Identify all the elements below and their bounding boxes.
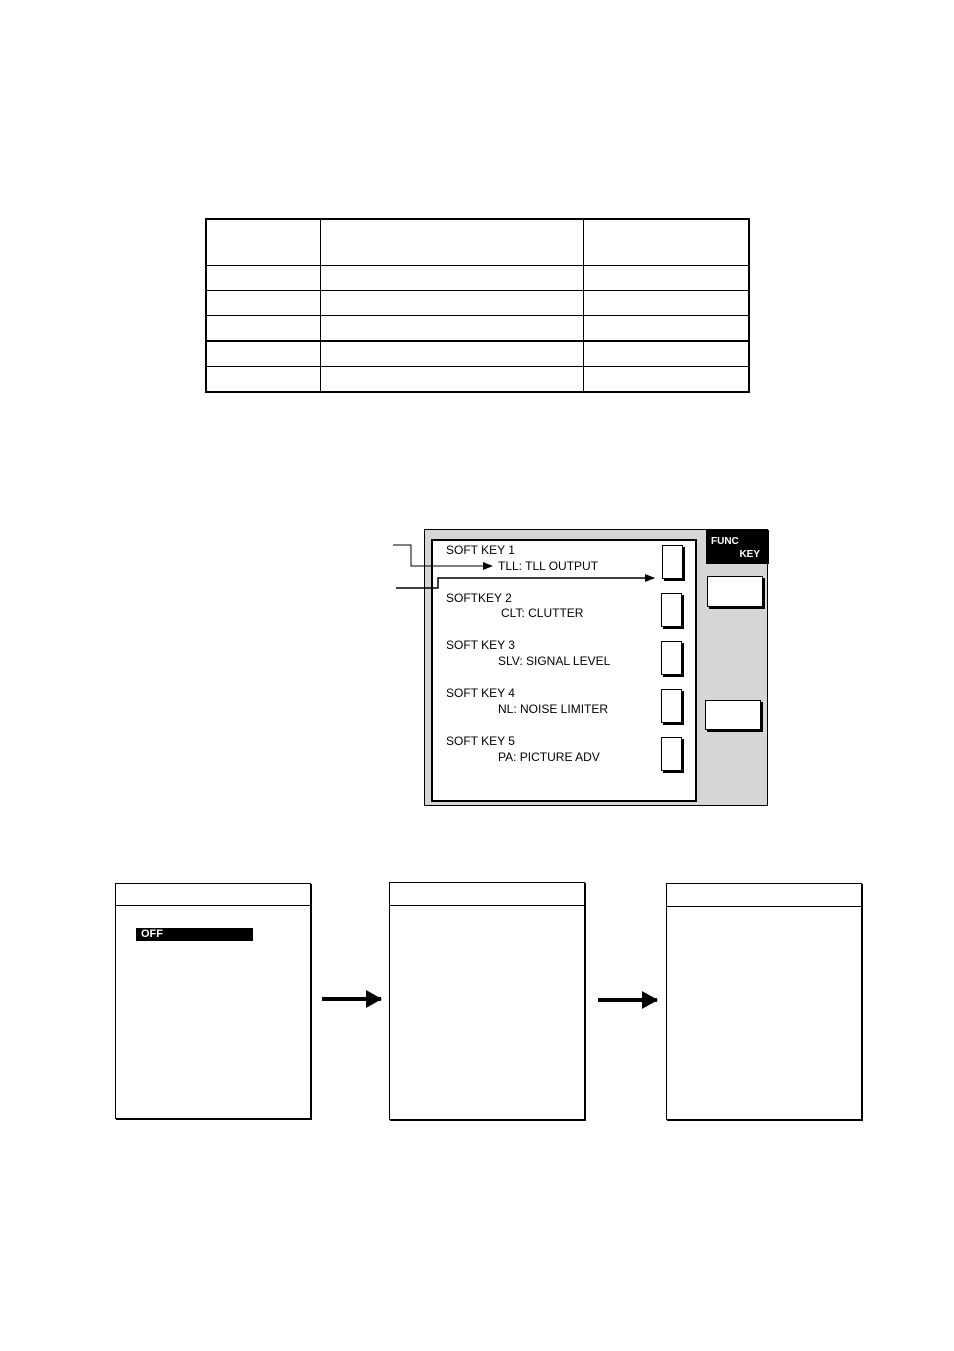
softkey-3-title: SOFT KEY 3 — [446, 638, 515, 652]
softkey-1-title: SOFT KEY 1 — [446, 543, 515, 557]
softkey-3-desc: SLV: SIGNAL LEVEL — [498, 654, 611, 668]
selected-option-off[interactable]: OFF — [136, 928, 253, 941]
softkey-5-desc: PA: PICTURE ADV — [498, 750, 600, 764]
key-label: KEY — [739, 549, 760, 560]
softkey-4-desc: NL: NOISE LIMITER — [498, 702, 609, 716]
callout-line-1 — [393, 545, 492, 566]
softkey-5-title: SOFT KEY 5 — [446, 734, 515, 748]
softkey-2-desc: CLT: CLUTTER — [501, 606, 584, 620]
func-label: FUNC — [711, 536, 739, 547]
softkey-4-title: SOFT KEY 4 — [446, 686, 515, 700]
softkey-2-title: SOFTKEY 2 — [446, 591, 512, 605]
softkey-1-desc: TLL: TLL OUTPUT — [498, 559, 599, 573]
callout-line-2 — [396, 578, 654, 588]
